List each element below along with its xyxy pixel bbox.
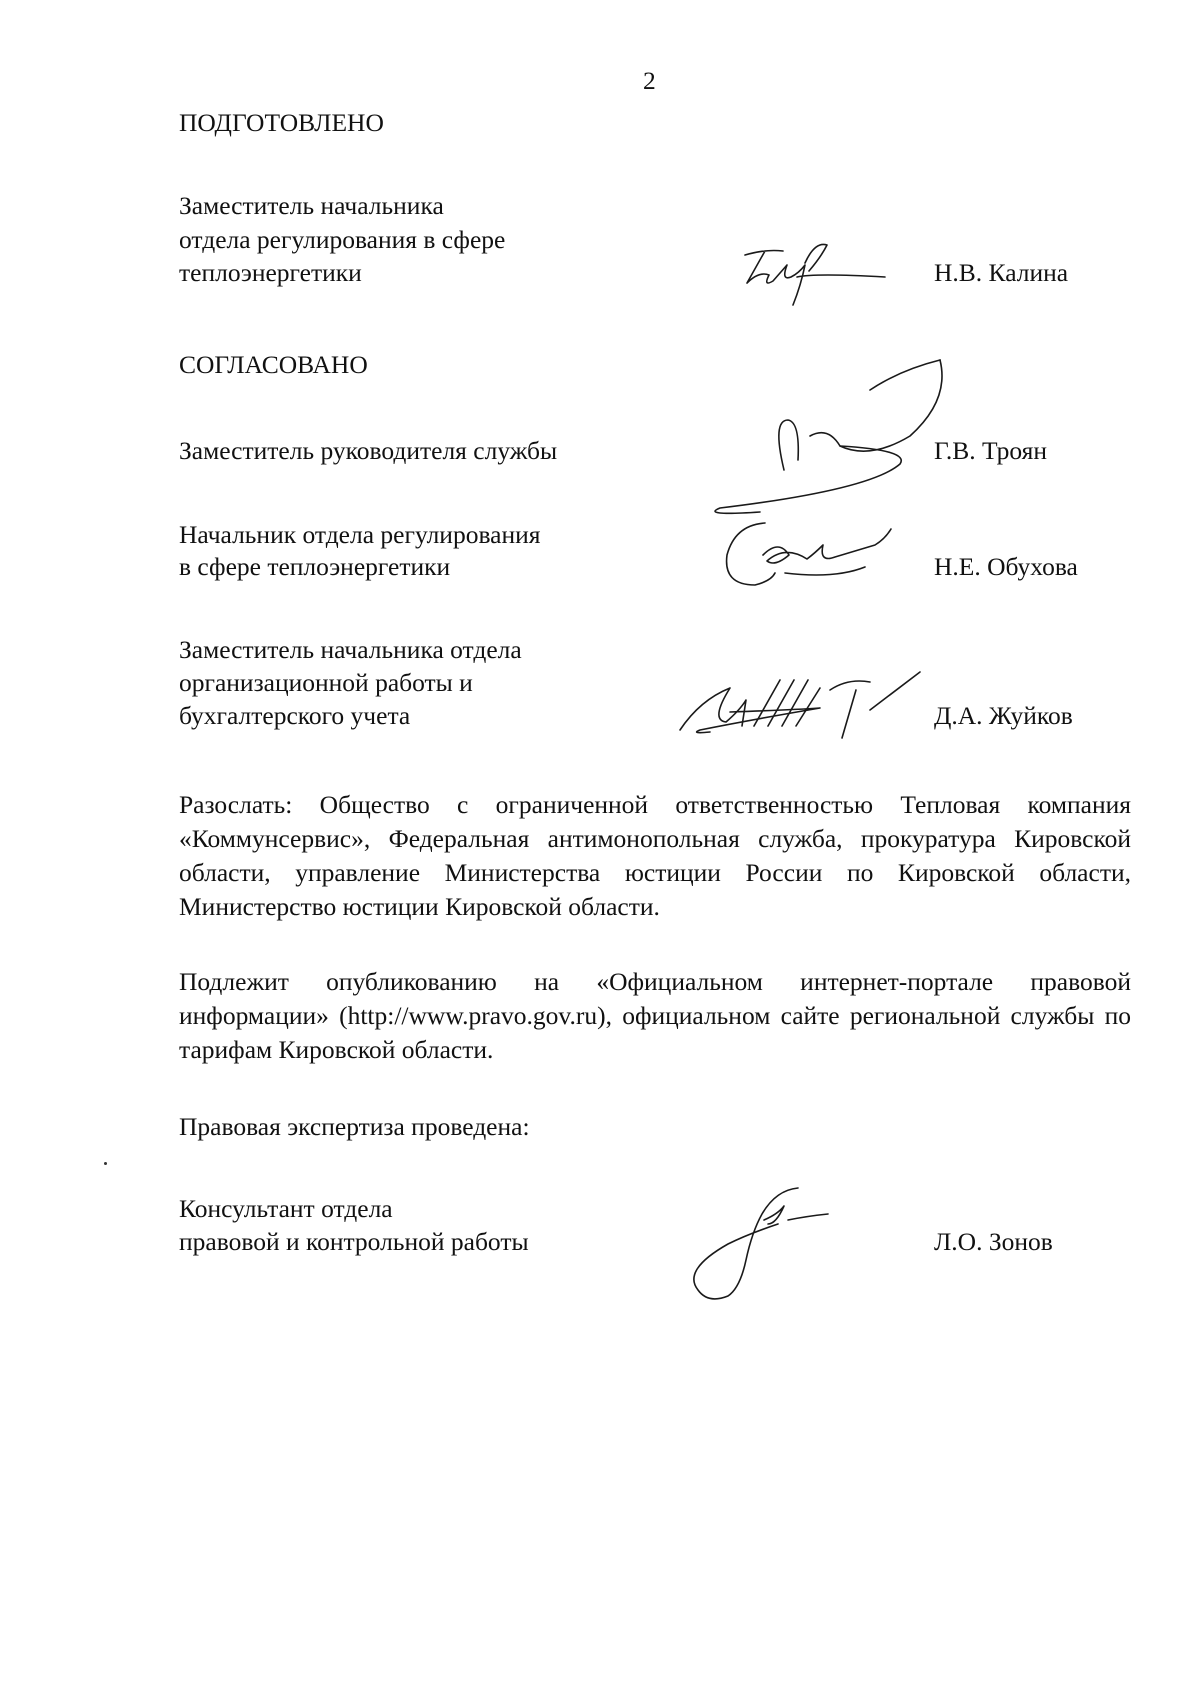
scan-mark bbox=[104, 1162, 107, 1165]
signature-obukhova bbox=[715, 515, 905, 595]
position-line: Начальник отдела регулирования bbox=[179, 520, 541, 549]
distribution-text: Разослать: Общество с ограниченной ответственностью Тепловая компания «Коммунсервис», Федеральная антимонопольная служба, прокуратура Кировской области, управление Министерства юстиции России по Кировской области, Министерство юстиции Кировской области. bbox=[179, 790, 1131, 921]
position-line: в сфере теплоэнергетики bbox=[179, 552, 451, 581]
position-line: правовой и контрольной работы bbox=[179, 1227, 529, 1256]
signer-name-zhuykov: Д.А. Жуйков bbox=[934, 701, 1073, 730]
prepared-heading: ПОДГОТОВЛЕНО bbox=[179, 108, 384, 137]
page-number: 2 bbox=[643, 66, 656, 95]
position-line: Заместитель начальника отдела bbox=[179, 635, 522, 664]
prepared-signer-name: Н.В. Калина bbox=[934, 258, 1069, 287]
publication-text: Подлежит опубликованию на «Официальном интернет-портале правовой информации» (http://www.pravo.gov.ru), официальном сайте региональной службы по тарифам Кировской области. bbox=[179, 967, 1131, 1064]
position-line: Заместитель начальника bbox=[179, 191, 444, 220]
position-line: Консультант отдела bbox=[179, 1194, 393, 1223]
position-line: организационной работы и bbox=[179, 668, 473, 697]
signature-zonov bbox=[668, 1180, 848, 1310]
agreed-heading: СОГЛАСОВАНО bbox=[179, 350, 368, 379]
position-line: отдела регулирования в сфере bbox=[179, 225, 506, 254]
legal-review-signer-name: Л.О. Зонов bbox=[934, 1227, 1053, 1256]
position-line: теплоэнергетики bbox=[179, 258, 362, 287]
signer-name-obukhova: Н.Е. Обухова bbox=[934, 552, 1078, 581]
legal-review-label: Правовая экспертиза проведена: bbox=[179, 1112, 530, 1141]
signature-troyan bbox=[700, 350, 960, 530]
signer-name-troyan: Г.В. Троян bbox=[934, 436, 1047, 465]
signature-kalina bbox=[735, 235, 895, 315]
signer-position-troyan: Заместитель руководителя службы bbox=[179, 436, 558, 465]
position-line: бухгалтерского учета bbox=[179, 701, 411, 730]
signature-zhuykov bbox=[670, 660, 930, 750]
